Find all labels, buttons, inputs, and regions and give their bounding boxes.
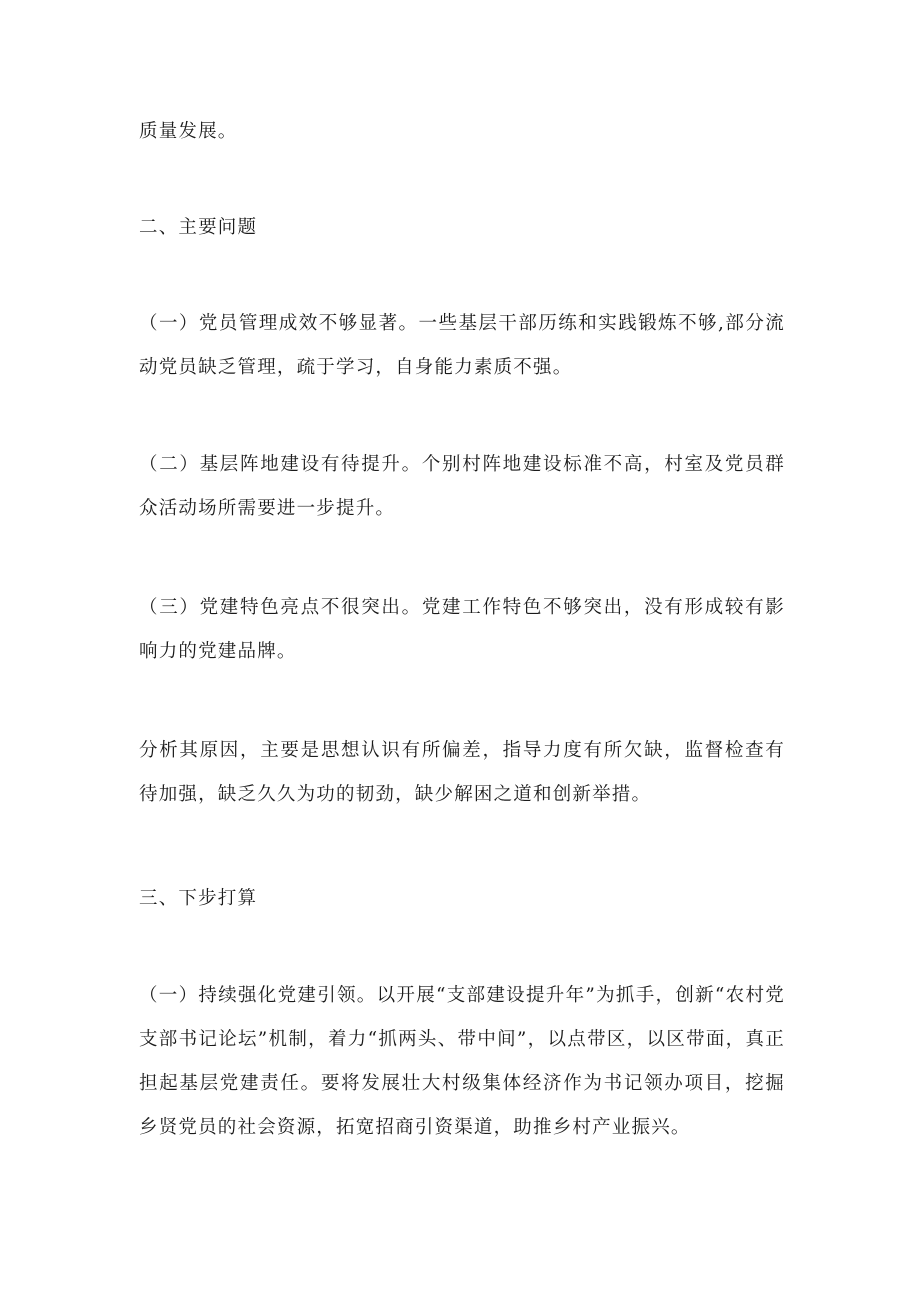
section-heading-next-steps: 三、下步打算 — [139, 888, 258, 909]
paragraph-problem-2: （二）基层阵地建设有待提升。个别村阵地建设标准不高，村室及党员群众活动场所需要进一步提升。 — [139, 454, 785, 519]
paragraph-problem-3: （三）党建特色亮点不很突出。党建工作特色不够突出，没有形成较有影响力的党建品牌。 — [139, 597, 785, 662]
paragraph-plan-1: （一）持续强化党建引领。以开展“支部建设提升年”为抓手，创新“农村党支部书记论坛”机制，着力“抓两头、带中间”，以点带区，以区带面，真正担起基层党建责任。要将发展壮大村级集体经济作为书记领办项目，挖掘乡贤党员的社会资源，拓宽招商引资渠道，助推乡村产业振兴。 — [139, 985, 785, 1138]
section-heading-main-problems: 二、主要问题 — [139, 217, 258, 238]
paragraph-cause-analysis: 分析其原因，主要是思想认识有所偏差，指导力度有所欠缺，监督检查有待加强，缺乏久久为功的韧劲，缺少解困之道和创新举措。 — [139, 740, 785, 805]
paragraph-problem-1: （一）党员管理成效不够显著。一些基层干部历练和实践锻炼不够,部分流动党员缺乏管理，疏于学习，自身能力素质不强。 — [139, 313, 785, 378]
paragraph-continuation: 质量发展。 — [139, 121, 238, 142]
